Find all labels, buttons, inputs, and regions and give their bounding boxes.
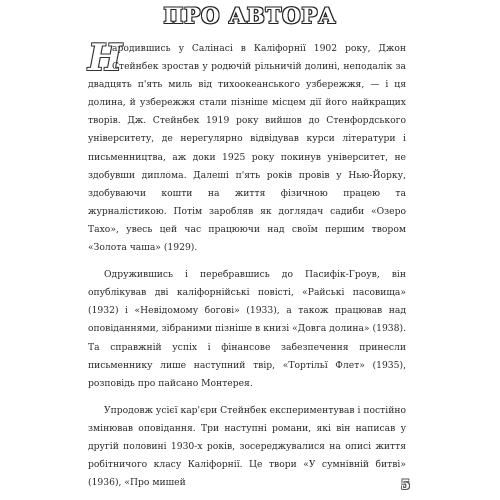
drop-cap-letter: Н	[88, 37, 123, 79]
section-heading: ПРО АВТОРА	[163, 3, 337, 28]
paragraph-2: Одружившись і перебравшись до Пасифік-Гроув, він опублікував дві каліфорнійські повісті, «Райські пасовища» (1932) і «Невідомому богові» (1933), а також працював над оповіданнями, зібраними пізніше в книзі «Довга долина» (1938). Та справжній успіх і фінансове забезпечення принесли письменнику лише наступний твір, «Тортільї Флет» (1935), розповідь про пайсано Монтерея.	[88, 269, 406, 389]
paragraph-3: Упродовж усієї кар'єри Стейнбек експериментував і постійно змінював оповідання. Три наступні романи, які він написав у другій половині 1930-х років, зосереджувалися на описі життя робітничого класу Каліфорнії. Це твори «У сумнівній битві» (1936), «Про мишей	[88, 404, 406, 489]
paragraph-1	[88, 37, 406, 257]
paragraph-1-text: ародившись у Салінасі в Каліфорнії 1902 року, Джон Стейнбек зростав у родючій рільничій долині, неподалік за двадцять п'ять миль від тихоокеанського узбережжя, — і ця долина, й узбережжя стали пізніше місцем дії його найкращих творів. Дж. Стейнбек 1919 року вийшов до Стенфордського університету, де нерегулярно відвідував курси літератури і письменництва, аж доки 1925 року покинув університет, не здобувши диплома. Далеші п'ять років провів у Нью-Йорку, здобуваючи кошти на життя фізичною працею та журналістикою. Потім заробляв як доглядач садиби «Озеро Тахо», увесь цей час працюючи над своїм першим твором «Золота чаша» (1929).	[88, 43, 406, 254]
body-text	[88, 37, 406, 492]
page-number: 5	[400, 478, 410, 493]
